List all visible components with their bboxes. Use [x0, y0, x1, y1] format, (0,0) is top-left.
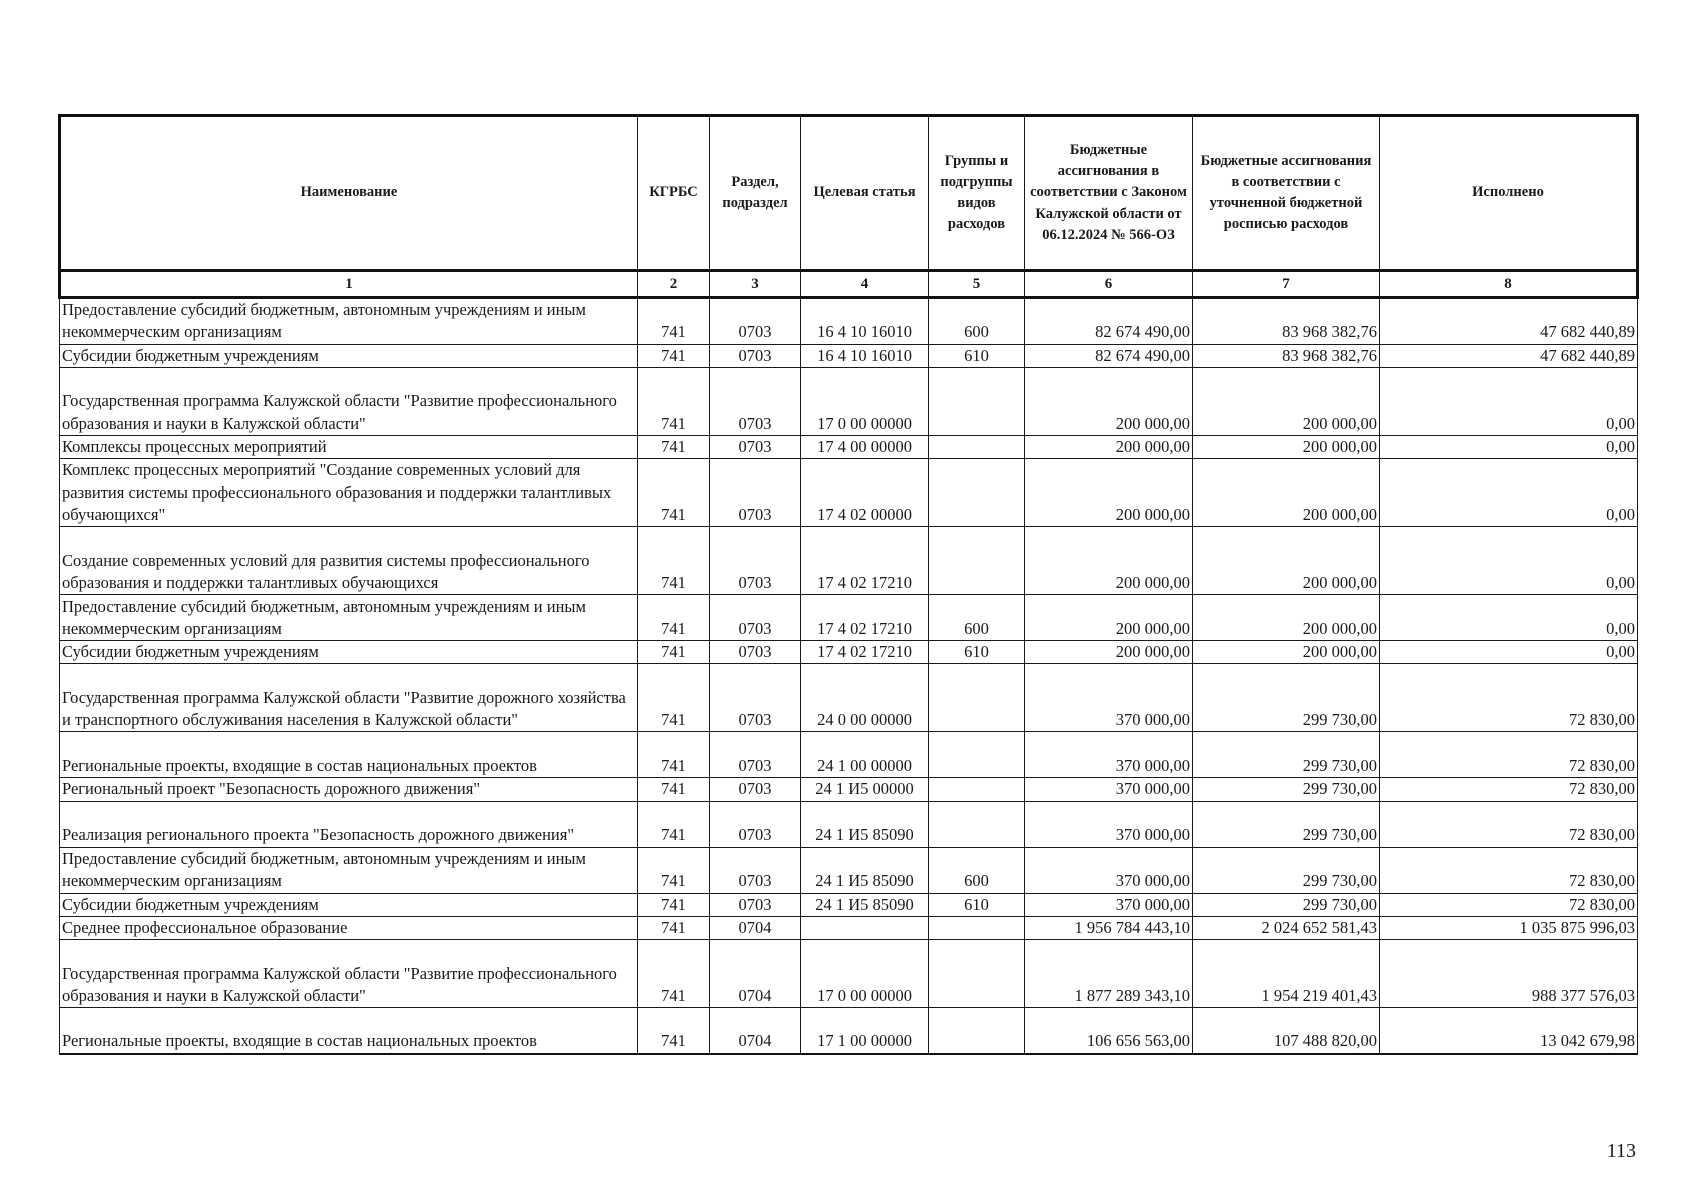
row-law-allocation: 200 000,00: [1025, 459, 1193, 527]
row-executed: 0,00: [1380, 641, 1638, 664]
table-header-row: [60, 116, 1638, 271]
row-refined-allocation: 299 730,00: [1193, 801, 1380, 847]
row-executed: 0,00: [1380, 459, 1638, 527]
row-expense-group: 600: [929, 847, 1025, 893]
row-law-allocation: 200 000,00: [1025, 595, 1193, 641]
header-executed: Исполнено: [1380, 116, 1638, 271]
row-section: 0703: [710, 778, 801, 801]
row-target-article: 17 4 02 17210: [801, 641, 929, 664]
table-row: [60, 435, 1638, 458]
row-executed: 72 830,00: [1380, 847, 1638, 893]
row-expense-group: [929, 367, 1025, 435]
row-name: Региональные проекты, входящие в состав национальных проектов: [60, 1008, 638, 1054]
row-expense-group: 610: [929, 641, 1025, 664]
row-expense-group: [929, 664, 1025, 732]
row-refined-allocation: 83 968 382,76: [1193, 344, 1380, 367]
row-kgrbs: 741: [638, 916, 710, 939]
row-refined-allocation: 299 730,00: [1193, 732, 1380, 778]
table-row: [60, 1008, 1638, 1054]
row-refined-allocation: 299 730,00: [1193, 778, 1380, 801]
row-target-article: 17 0 00 00000: [801, 367, 929, 435]
row-name: Среднее профессиональное образование: [60, 916, 638, 939]
table-row: [60, 732, 1638, 778]
row-target-article: 17 4 02 17210: [801, 527, 929, 595]
column-number: 6: [1025, 271, 1193, 298]
row-executed: 0,00: [1380, 435, 1638, 458]
row-name: Субсидии бюджетным учреждениям: [60, 641, 638, 664]
row-section: 0703: [710, 801, 801, 847]
row-name: Создание современных условий для развития системы профессионального образования и поддержки талантливых обучающихся: [60, 527, 638, 595]
row-section: 0704: [710, 940, 801, 1008]
row-kgrbs: 741: [638, 595, 710, 641]
row-executed: 72 830,00: [1380, 801, 1638, 847]
row-section: 0704: [710, 916, 801, 939]
row-expense-group: 610: [929, 893, 1025, 916]
table-row: [60, 893, 1638, 916]
row-executed: 72 830,00: [1380, 732, 1638, 778]
table-row: [60, 595, 1638, 641]
header-law-allocations: Бюджетные ассигнования в соответствии с Законом Калужской области от 06.12.2024 № 566-ОЗ: [1025, 116, 1193, 271]
row-expense-group: 600: [929, 298, 1025, 345]
row-executed: 988 377 576,03: [1380, 940, 1638, 1008]
row-target-article: [801, 916, 929, 939]
row-law-allocation: 370 000,00: [1025, 847, 1193, 893]
row-kgrbs: 741: [638, 664, 710, 732]
row-expense-group: [929, 940, 1025, 1008]
header-expense-groups: Группы и подгруппы видов расходов: [929, 116, 1025, 271]
row-executed: 0,00: [1380, 595, 1638, 641]
row-kgrbs: 741: [638, 801, 710, 847]
row-expense-group: [929, 732, 1025, 778]
row-expense-group: [929, 527, 1025, 595]
row-refined-allocation: 299 730,00: [1193, 893, 1380, 916]
budget-table: [58, 114, 1639, 1055]
row-executed: 72 830,00: [1380, 893, 1638, 916]
column-number: 8: [1380, 271, 1638, 298]
row-section: 0703: [710, 893, 801, 916]
row-target-article: 24 1 И5 00000: [801, 778, 929, 801]
row-expense-group: [929, 778, 1025, 801]
row-law-allocation: 82 674 490,00: [1025, 344, 1193, 367]
row-expense-group: 600: [929, 595, 1025, 641]
row-name: Комплексы процессных мероприятий: [60, 435, 638, 458]
table-row: [60, 916, 1638, 939]
row-expense-group: 610: [929, 344, 1025, 367]
row-refined-allocation: 299 730,00: [1193, 664, 1380, 732]
row-refined-allocation: 200 000,00: [1193, 527, 1380, 595]
row-target-article: 17 4 02 00000: [801, 459, 929, 527]
table-row: [60, 344, 1638, 367]
table-row: [60, 527, 1638, 595]
row-refined-allocation: 1 954 219 401,43: [1193, 940, 1380, 1008]
row-refined-allocation: 200 000,00: [1193, 367, 1380, 435]
row-expense-group: [929, 801, 1025, 847]
row-name: Региональный проект "Безопасность дорожного движения": [60, 778, 638, 801]
column-number: 5: [929, 271, 1025, 298]
row-law-allocation: 370 000,00: [1025, 778, 1193, 801]
row-name: Предоставление субсидий бюджетным, автономным учреждениям и иным некоммерческим организациям: [60, 298, 638, 345]
row-executed: 0,00: [1380, 367, 1638, 435]
row-name: Предоставление субсидий бюджетным, автономным учреждениям и иным некоммерческим организациям: [60, 595, 638, 641]
table-row: [60, 847, 1638, 893]
column-number: 7: [1193, 271, 1380, 298]
row-executed: 72 830,00: [1380, 664, 1638, 732]
row-law-allocation: 200 000,00: [1025, 367, 1193, 435]
row-refined-allocation: 200 000,00: [1193, 435, 1380, 458]
row-kgrbs: 741: [638, 778, 710, 801]
row-law-allocation: 370 000,00: [1025, 664, 1193, 732]
row-name: Региональные проекты, входящие в состав национальных проектов: [60, 732, 638, 778]
row-section: 0703: [710, 847, 801, 893]
table-row: [60, 641, 1638, 664]
row-law-allocation: 370 000,00: [1025, 893, 1193, 916]
row-section: 0703: [710, 435, 801, 458]
row-executed: 47 682 440,89: [1380, 344, 1638, 367]
row-kgrbs: 741: [638, 732, 710, 778]
row-name: Государственная программа Калужской области "Развитие профессионального образования и науки в Калужской области": [60, 367, 638, 435]
row-target-article: 16 4 10 16010: [801, 344, 929, 367]
row-kgrbs: 741: [638, 527, 710, 595]
row-refined-allocation: 200 000,00: [1193, 459, 1380, 527]
row-section: 0703: [710, 732, 801, 778]
header-section: Раздел, подраздел: [710, 116, 801, 271]
row-expense-group: [929, 435, 1025, 458]
row-section: 0703: [710, 641, 801, 664]
row-law-allocation: 200 000,00: [1025, 435, 1193, 458]
row-name: Субсидии бюджетным учреждениям: [60, 344, 638, 367]
row-section: 0704: [710, 1008, 801, 1054]
column-number: 4: [801, 271, 929, 298]
row-target-article: 17 0 00 00000: [801, 940, 929, 1008]
row-section: 0703: [710, 595, 801, 641]
row-law-allocation: 370 000,00: [1025, 732, 1193, 778]
row-kgrbs: 741: [638, 367, 710, 435]
row-law-allocation: 370 000,00: [1025, 801, 1193, 847]
row-expense-group: [929, 916, 1025, 939]
header-refined-allocations: Бюджетные ассигнования в соответствии с уточненной бюджетной росписью расходов: [1193, 116, 1380, 271]
table-body: [60, 298, 1638, 1054]
row-executed: 0,00: [1380, 527, 1638, 595]
column-number: 3: [710, 271, 801, 298]
row-kgrbs: 741: [638, 344, 710, 367]
row-section: 0703: [710, 459, 801, 527]
row-target-article: 24 1 И5 85090: [801, 847, 929, 893]
row-name: Реализация регионального проекта "Безопасность дорожного движения": [60, 801, 638, 847]
header-target-article: Целевая статья: [801, 116, 929, 271]
row-name: Субсидии бюджетным учреждениям: [60, 893, 638, 916]
table-row: [60, 664, 1638, 732]
header-name: Наименование: [60, 116, 638, 271]
row-target-article: 24 1 И5 85090: [801, 893, 929, 916]
row-law-allocation: 200 000,00: [1025, 527, 1193, 595]
row-law-allocation: 1 956 784 443,10: [1025, 916, 1193, 939]
row-refined-allocation: 299 730,00: [1193, 847, 1380, 893]
row-name: Комплекс процессных мероприятий "Создание современных условий для развития системы профессионального образования и поддержки талантливых обучающихся": [60, 459, 638, 527]
row-target-article: 17 4 02 17210: [801, 595, 929, 641]
row-executed: 47 682 440,89: [1380, 298, 1638, 345]
row-executed: 72 830,00: [1380, 778, 1638, 801]
row-kgrbs: 741: [638, 893, 710, 916]
row-target-article: 17 4 00 00000: [801, 435, 929, 458]
table-row: [60, 778, 1638, 801]
row-kgrbs: 741: [638, 298, 710, 345]
row-name: Государственная программа Калужской области "Развитие дорожного хозяйства и транспортного обслуживания населения в Калужской области": [60, 664, 638, 732]
table-row: [60, 940, 1638, 1008]
row-expense-group: [929, 459, 1025, 527]
row-target-article: 24 0 00 00000: [801, 664, 929, 732]
table-row: [60, 367, 1638, 435]
row-law-allocation: 1 877 289 343,10: [1025, 940, 1193, 1008]
row-section: 0703: [710, 298, 801, 345]
row-executed: 13 042 679,98: [1380, 1008, 1638, 1054]
row-refined-allocation: 200 000,00: [1193, 641, 1380, 664]
row-section: 0703: [710, 664, 801, 732]
table-row: [60, 801, 1638, 847]
row-name: Государственная программа Калужской области "Развитие профессионального образования и науки в Калужской области": [60, 940, 638, 1008]
column-number: 1: [60, 271, 638, 298]
row-expense-group: [929, 1008, 1025, 1054]
row-refined-allocation: 200 000,00: [1193, 595, 1380, 641]
row-refined-allocation: 83 968 382,76: [1193, 298, 1380, 345]
row-kgrbs: 741: [638, 940, 710, 1008]
row-law-allocation: 82 674 490,00: [1025, 298, 1193, 345]
row-kgrbs: 741: [638, 459, 710, 527]
row-target-article: 24 1 00 00000: [801, 732, 929, 778]
row-target-article: 16 4 10 16010: [801, 298, 929, 345]
row-refined-allocation: 107 488 820,00: [1193, 1008, 1380, 1054]
row-law-allocation: 200 000,00: [1025, 641, 1193, 664]
row-kgrbs: 741: [638, 847, 710, 893]
table-row: [60, 459, 1638, 527]
row-kgrbs: 741: [638, 641, 710, 664]
row-section: 0703: [710, 527, 801, 595]
header-kgrbs: КГРБС: [638, 116, 710, 271]
table-row: [60, 298, 1638, 345]
column-number: 2: [638, 271, 710, 298]
column-number-row: [60, 271, 1638, 298]
row-executed: 1 035 875 996,03: [1380, 916, 1638, 939]
row-law-allocation: 106 656 563,00: [1025, 1008, 1193, 1054]
row-target-article: 24 1 И5 85090: [801, 801, 929, 847]
row-refined-allocation: 2 024 652 581,43: [1193, 916, 1380, 939]
row-target-article: 17 1 00 00000: [801, 1008, 929, 1054]
page-number: 113: [1606, 1140, 1636, 1162]
row-section: 0703: [710, 344, 801, 367]
row-section: 0703: [710, 367, 801, 435]
row-name: Предоставление субсидий бюджетным, автономным учреждениям и иным некоммерческим организациям: [60, 847, 638, 893]
row-kgrbs: 741: [638, 435, 710, 458]
row-kgrbs: 741: [638, 1008, 710, 1054]
